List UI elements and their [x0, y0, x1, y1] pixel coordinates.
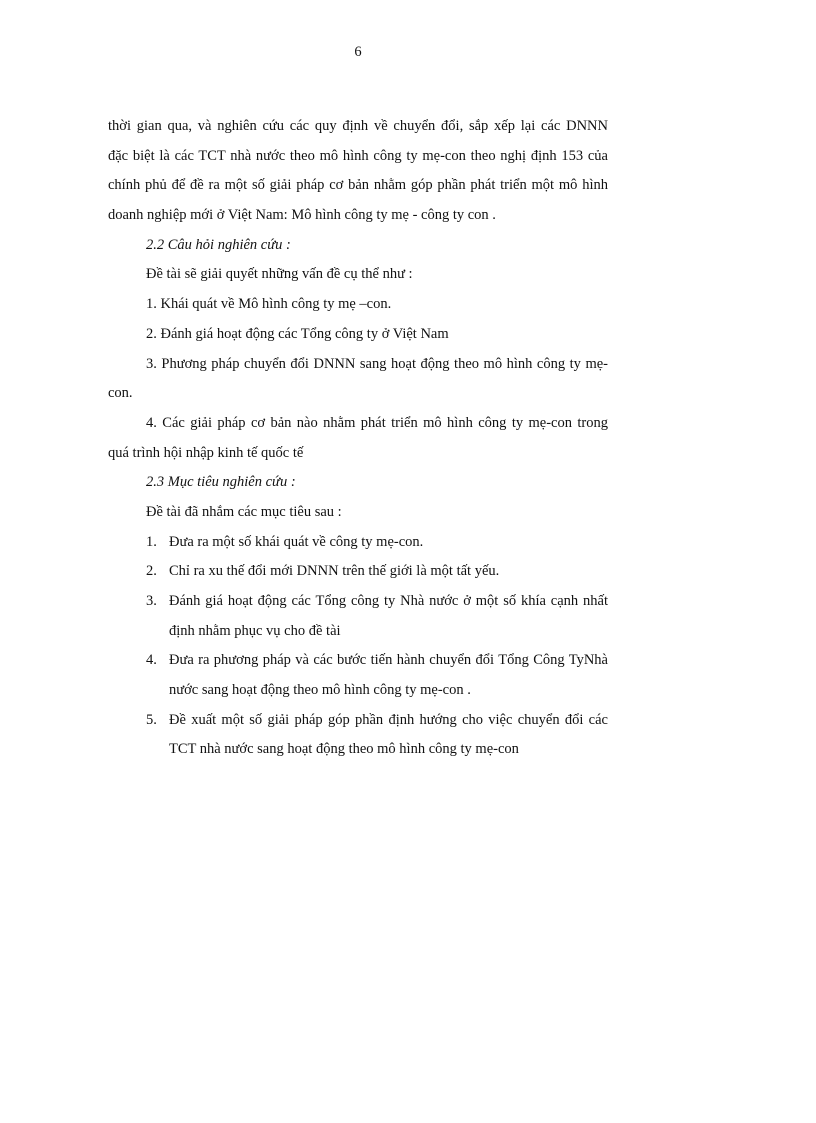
- list-number: 5.: [146, 711, 157, 728]
- objective-text-continuation: TCT nhà nước sang hoạt động theo mô hình công ty mẹ-con: [169, 741, 519, 758]
- page-number: 6: [354, 44, 362, 60]
- section-intro: Đề tài đã nhắm các mục tiêu sau :: [146, 503, 342, 520]
- objective-item: [108, 706, 608, 765]
- question-item-continuation: quá trình hội nhập kinh tế quốc tế: [108, 444, 304, 461]
- paragraph-line: doanh nghiệp mới ở Việt Nam: Mô hình công ty mẹ - công ty con .: [108, 207, 496, 224]
- section-heading: 2.2 Câu hỏi nghiên cứu :: [146, 236, 291, 253]
- document-body: [108, 112, 608, 765]
- list-number: 2.: [146, 563, 157, 580]
- section-intro: Đề tài sẽ giải quyết những vấn đề cụ thể như :: [146, 266, 413, 283]
- paragraph-line: chính phủ để đề ra một số giải pháp cơ bản nhằm góp phần phát triển một mô hình: [108, 177, 608, 194]
- objective-text: Chỉ ra xu thế đổi mới DNNN trên thế giới là một tất yếu.: [169, 563, 500, 580]
- objective-item: [108, 646, 608, 705]
- section-heading: 2.3 Mục tiêu nghiên cứu :: [146, 474, 296, 491]
- objective-text-continuation: nước sang hoạt động theo mô hình công ty mẹ-con .: [169, 682, 471, 699]
- objective-text: Đánh giá hoạt động các Tổng công ty Nhà nước ở một số khía cạnh nhất: [169, 593, 608, 609]
- objective-text: Đưa ra phương pháp và các bước tiến hành chuyển đổi Tổng Công TyNhà: [169, 652, 608, 669]
- question-item: 3. Phương pháp chuyển đổi DNNN sang hoạt động theo mô hình công ty mẹ-: [146, 355, 608, 372]
- question-item: 2. Đánh giá hoạt động các Tổng công ty ở Việt Nam: [146, 325, 449, 342]
- section-research-questions: [108, 231, 608, 469]
- objective-text: Đưa ra một số khái quát về công ty mẹ-con.: [169, 533, 424, 550]
- objective-item: [108, 557, 608, 587]
- question-item-continuation: con.: [108, 385, 133, 402]
- list-number: 1.: [146, 533, 157, 550]
- objective-text: Đề xuất một số giải pháp góp phần định hướng cho việc chuyển đổi các: [169, 711, 608, 728]
- objective-item: [108, 587, 608, 646]
- question-item: 1. Khái quát về Mô hình công ty mẹ –con.: [146, 296, 392, 313]
- objective-item: [108, 528, 608, 558]
- list-number: 4.: [146, 652, 157, 669]
- intro-paragraph: [108, 112, 608, 231]
- section-research-objectives: [108, 468, 608, 765]
- paragraph-line: thời gian qua, và nghiên cứu các quy định về chuyển đổi, sắp xếp lại các DNNN: [108, 118, 608, 134]
- question-item: 4. Các giải pháp cơ bản nào nhằm phát triển mô hình công ty mẹ-con trong: [146, 414, 608, 431]
- list-number: 3.: [146, 593, 157, 609]
- objective-text-continuation: định nhằm phục vụ cho đề tài: [169, 622, 341, 639]
- paragraph-line: đặc biệt là các TCT nhà nước theo mô hình công ty mẹ-con theo nghị định 153 của: [108, 147, 608, 164]
